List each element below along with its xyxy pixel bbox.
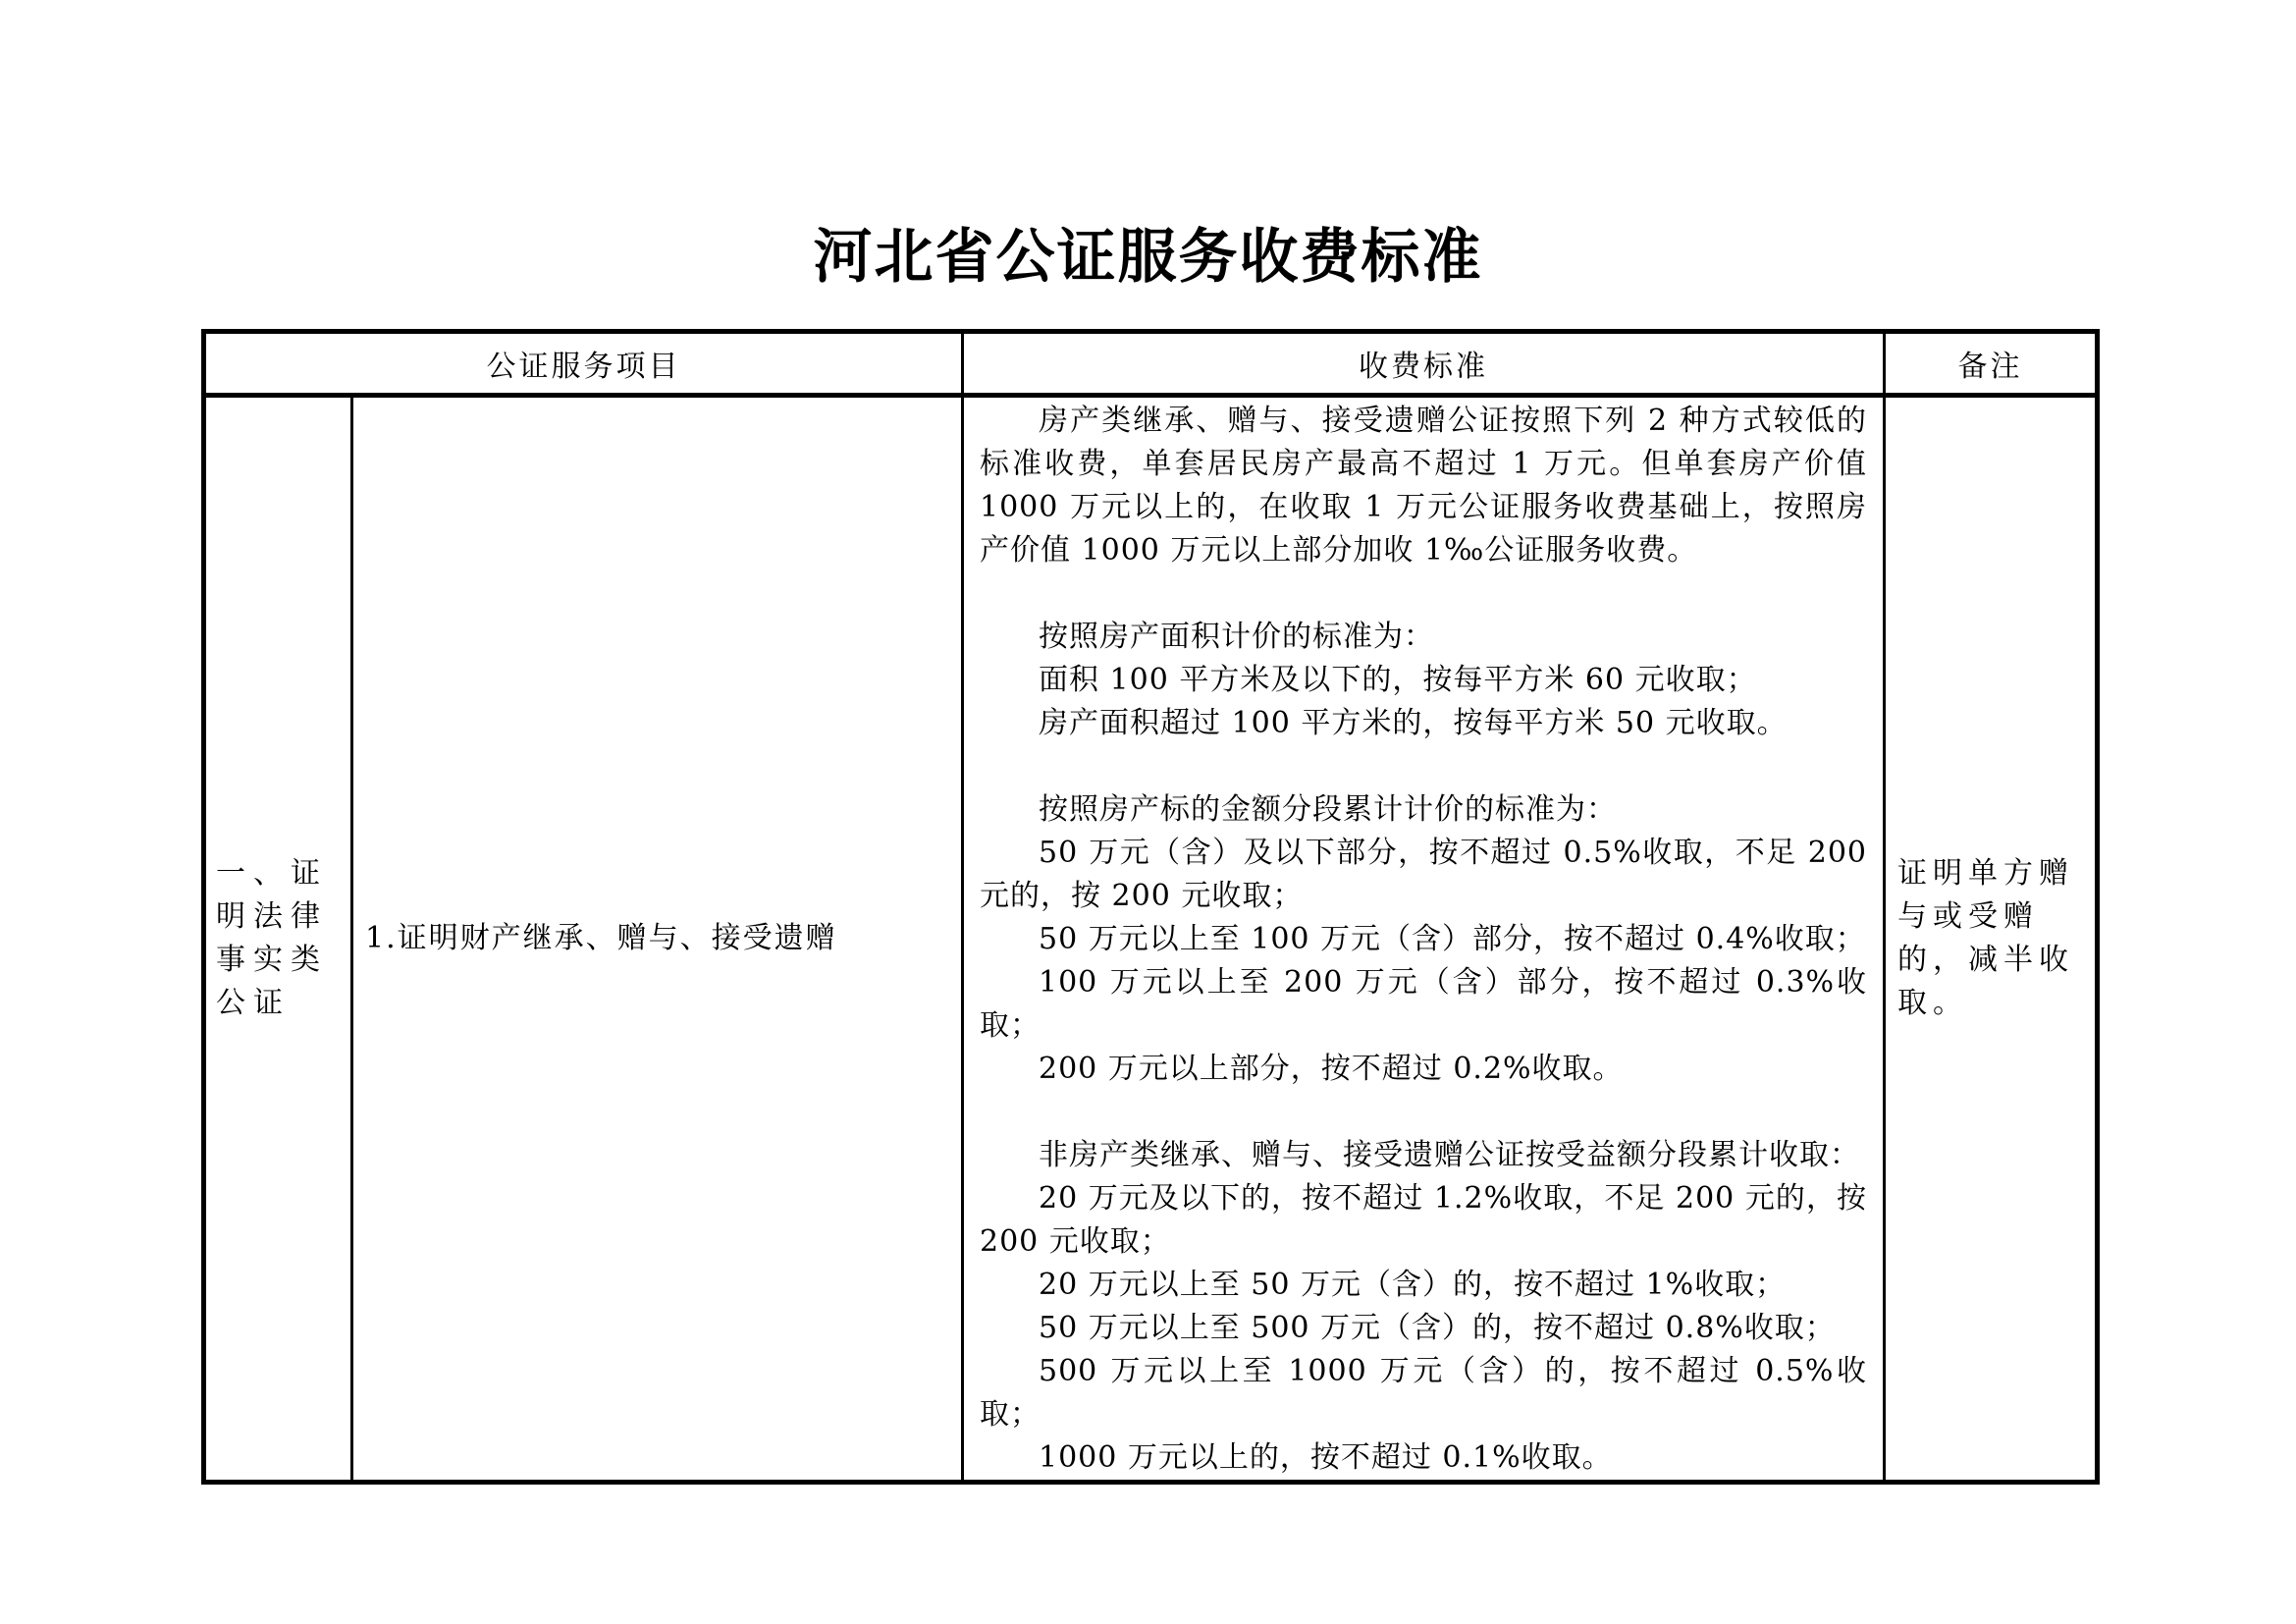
fee-line: 房产面积超过 100 平方米的，按每平方米 50 元收取。 — [1039, 706, 1788, 740]
header-fee-standard: 收费标准 — [963, 332, 1885, 396]
fee-paragraph-area-heading: 按照房产面积计价的标准为： — [1039, 620, 1434, 654]
fee-line: 50 万元以上至 100 万元（含）部分，按不超过 0.4%收取； — [1039, 922, 1866, 956]
fee-paragraph-value-heading: 按照房产标的金额分段累计计价的标准为： — [1039, 792, 1617, 827]
fee-standard-cell — [963, 396, 1885, 1483]
fee-line: 500 万元以上至 1000 万元（含）的，按不超过 0.5%收取； — [980, 1354, 1867, 1432]
fee-paragraph-housing-intro: 房产类继承、赠与、接受遗赠公证按照下列 2 种方式较低的标准收费，单套居民房产最高不超过 1 万元。但单套房产价值 1000 万元以上的，在收取 1 万元公证服务收费基础上，按照房产价值 1000 万元以上部分加收 1‰公证服务收费。 — [980, 404, 1867, 568]
fee-line: 20 万元及以下的，按不超过 1.2%收取，不足 200 元的，按 200 元收取； — [980, 1181, 1867, 1259]
fee-line: 50 万元以上至 500 万元（含）的，按不超过 0.8%收取； — [1039, 1311, 1836, 1345]
document-title: 河北省公证服务收费标准 — [813, 223, 1483, 292]
table-row — [204, 396, 2098, 1483]
fee-line: 50 万元（含）及以下部分，按不超过 0.5%收取，不足 200 元的，按 200 元收取； — [980, 836, 1867, 913]
fee-line: 200 万元以上部分，按不超过 0.2%收取。 — [1039, 1052, 1624, 1086]
fee-line: 100 万元以上至 200 万元（含）部分，按不超过 0.3%收取； — [980, 965, 1867, 1043]
fee-paragraph-non-housing-heading: 非房产类继承、赠与、接受遗赠公证按受益额分段累计收取： — [1039, 1138, 1860, 1172]
fee-line: 1000 万元以上的，按不超过 0.1%收取。 — [1039, 1440, 1613, 1475]
header-remarks: 备注 — [1885, 332, 2098, 396]
remarks-cell: 证明单方赠与或受赠的，减半收取。 — [1885, 396, 2098, 1483]
fee-standard-table — [201, 329, 2100, 1485]
category-cell: 一、证明法律事实类公证 — [204, 396, 352, 1483]
table-header-row — [204, 332, 2098, 396]
fee-line: 20 万元以上至 50 万元（含）的，按不超过 1%收取； — [1039, 1268, 1787, 1302]
fee-line: 面积 100 平方米及以下的，按每平方米 60 元收取； — [1039, 663, 1757, 697]
service-item-cell: 1.证明财产继承、赠与、接受遗赠 — [352, 396, 963, 1483]
header-service-item: 公证服务项目 — [204, 332, 963, 396]
